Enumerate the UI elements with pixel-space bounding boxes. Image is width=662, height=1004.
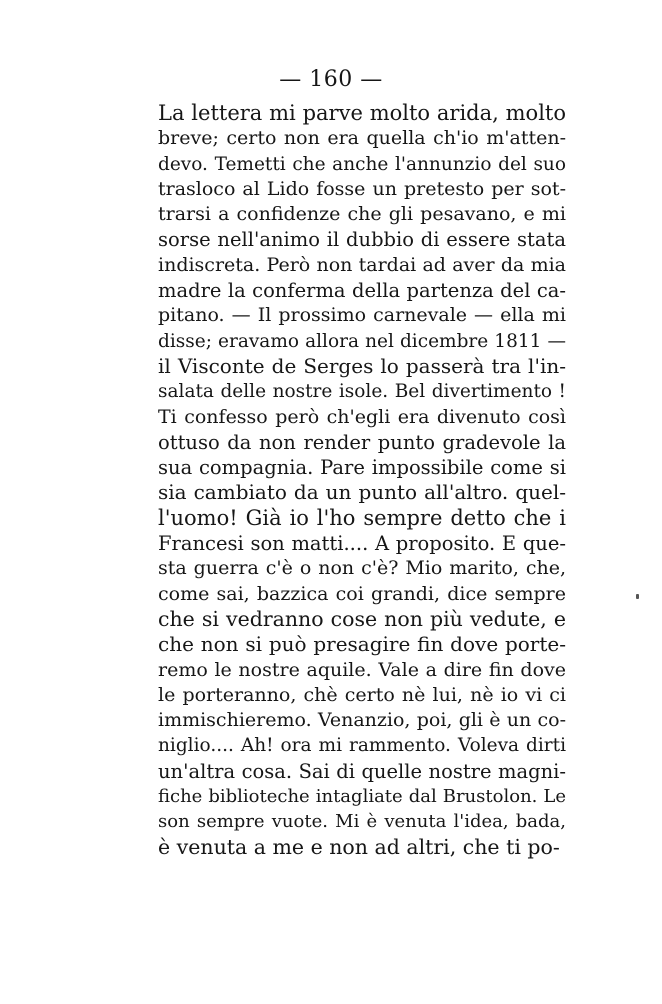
text-line: ottuso da non render punto gradevole la: [158, 430, 566, 454]
text-line: niglio.... Ah! ora mi rammento. Voleva dirti: [158, 735, 566, 757]
margin-speck: [636, 594, 639, 599]
text-line: un'altra cosa. Sai di quelle nostre magni-: [158, 759, 566, 783]
text-line: sorse nell'animo il dubbio di essere stata: [158, 228, 566, 252]
text-line: madre la conferma della partenza del ca-: [158, 279, 566, 303]
text-line: salata delle nostre isole. Bel divertimento !: [158, 381, 566, 403]
text-line: trarsi a confidenze che gli pesavano, e mi: [158, 203, 566, 226]
text-line: pitano. — Il prossimo carnevale — ella mi: [158, 304, 566, 327]
body-text: [158, 101, 566, 860]
text-line: è venuta a me e non ad altri, che ti po-: [158, 834, 560, 859]
text-line: breve; certo non era quella ch'io m'atten-: [158, 127, 566, 150]
text-line: remo le nostre aquile. Vale a dire fin dove: [158, 658, 566, 681]
text-line: indiscreta. Però non tardai ad aver da mia: [158, 253, 566, 276]
page-number: — 160 —: [279, 67, 383, 92]
text-line: che non si può presagire fin dove porte-: [158, 632, 566, 657]
text-line: La lettera mi parve molto arida, molto: [158, 101, 566, 125]
text-line: il Visconte de Serges lo passerà tra l'in-: [158, 353, 566, 378]
text-line: disse; eravamo allora nel dicembre 1811 —: [158, 330, 566, 352]
text-line: le porteranno, chè certo nè lui, nè io vi ci: [158, 683, 566, 706]
text-line: immischieremo. Venanzio, poi, gli è un co-: [158, 709, 566, 732]
text-line: fiche biblioteche intagliate dal Brustolon. Le: [158, 786, 566, 808]
text-line: come sai, bazzica coi grandi, dice sempre: [158, 582, 566, 605]
text-line: devo. Temetti che anche l'annunzio del suo: [158, 153, 566, 175]
text-line: sta guerra c'è o non c'è? Mio marito, che,: [158, 557, 566, 580]
text-line: sua compagnia. Pare impossibile come si: [158, 456, 566, 480]
text-line: l'uomo! Già io l'ho sempre detto che i: [158, 505, 566, 530]
text-line: che si vedranno cose non più vedute, e: [158, 606, 566, 631]
text-line: Francesi son matti.... A proposito. E que-: [158, 532, 566, 556]
text-line: son sempre vuote. Mi è venuta l'idea, bada,: [158, 811, 566, 833]
text-line: Ti confesso però ch'egli era divenuto così: [158, 405, 566, 428]
text-line: trasloco al Lido fosse un pretesto per sot-: [158, 177, 566, 200]
text-line: sia cambiato da un punto all'altro. quel-: [158, 480, 566, 505]
